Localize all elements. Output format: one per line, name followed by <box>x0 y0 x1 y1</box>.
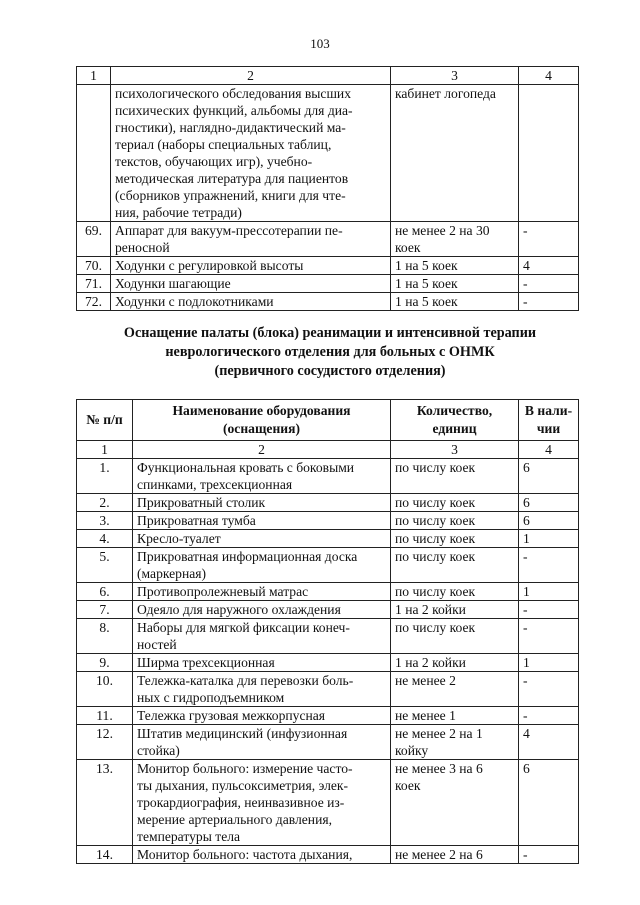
section-title-line: (первичного сосудистого отделения) <box>214 363 446 379</box>
availability: - <box>519 293 579 311</box>
table-row <box>77 619 579 654</box>
row-number: 71. <box>77 275 111 293</box>
availability: 4 <box>519 725 579 760</box>
equipment-name-line: Монитор больного: измерение часто- <box>137 761 353 776</box>
quantity <box>391 654 519 672</box>
continued-equipment-table <box>76 66 579 311</box>
quantity-line: койку <box>395 743 429 758</box>
equipment-name-line: спинками, трехсекционная <box>137 477 293 492</box>
row-number: 11. <box>77 707 133 725</box>
quantity <box>391 725 519 760</box>
equipment-name-line: (сборников упражнений, книги для чте- <box>115 188 346 203</box>
section-title-line: Оснащение палаты (блока) реанимации и интенсивной терапии <box>123 325 537 341</box>
equipment-name-line: Противопролежневый матрас <box>137 584 309 599</box>
quantity-line: по числу коек <box>395 620 476 635</box>
equipment-name-line: Функциональная кровать с боковыми <box>137 460 355 475</box>
table-row <box>77 760 579 846</box>
table-row <box>77 459 579 494</box>
row-number: 70. <box>77 257 111 275</box>
quantity <box>391 512 519 530</box>
quantity <box>391 583 519 601</box>
availability: - <box>519 275 579 293</box>
availability: - <box>519 222 579 257</box>
table-row <box>77 530 579 548</box>
equipment-name-line: мерение артериального давления, <box>137 812 332 827</box>
index-row <box>77 441 579 459</box>
quantity-line: по числу коек <box>395 549 476 564</box>
quantity-line: не менее 1 <box>395 708 456 723</box>
row-number: 69. <box>77 222 111 257</box>
equipment-name-line: ных с гидроподъемником <box>137 690 285 705</box>
quantity-line: не менее 2 на 1 <box>395 726 483 741</box>
equipment-name-line: Наборы для мягкой фиксации конеч- <box>137 620 350 635</box>
header-qty: Количество, единиц <box>391 400 519 441</box>
equipment-name-line: ния, рабочие тетради) <box>115 205 242 220</box>
section-title <box>100 324 560 381</box>
equipment-name-line: ты дыхания, пульсоксиметрия, элек- <box>137 778 349 793</box>
table-row <box>77 846 579 864</box>
equipment-name <box>111 275 391 293</box>
quantity-line: по числу коек <box>395 531 476 546</box>
equipment-name-line: Ширма трехсекционная <box>137 655 275 670</box>
row-number: 5. <box>77 548 133 583</box>
equipment-name <box>111 293 391 311</box>
availability: - <box>519 672 579 707</box>
equipment-name-line: реносной <box>115 240 170 255</box>
icu-equipment-table <box>76 399 579 864</box>
equipment-name-line: трокардиография, неинвазивное из- <box>137 795 345 810</box>
equipment-name-line: Прикроватная информационная доска <box>137 549 358 564</box>
availability: - <box>519 707 579 725</box>
quantity-line: 1 на 2 койки <box>395 655 466 670</box>
equipment-name-line: Штатив медицинский (инфузионная <box>137 726 348 741</box>
row-number: 13. <box>77 760 133 846</box>
equipment-name-line: териал (наборы специальных таблиц, <box>115 137 332 152</box>
quantity-line: по числу коек <box>395 460 476 475</box>
quantity: кабинет логопеда <box>391 85 519 222</box>
availability: 6 <box>519 494 579 512</box>
availability: 1 <box>519 583 579 601</box>
equipment-name-line: стойка) <box>137 743 180 758</box>
equipment-name-line: Прикроватная тумба <box>137 513 256 528</box>
row-number: 7. <box>77 601 133 619</box>
table-row <box>77 512 579 530</box>
row-number <box>77 85 111 222</box>
quantity-line: не менее 3 на 6 <box>395 761 483 776</box>
row-number: 9. <box>77 654 133 672</box>
equipment-name <box>133 530 391 548</box>
equipment-name <box>133 725 391 760</box>
quantity <box>391 494 519 512</box>
quantity <box>391 459 519 494</box>
equipment-name-line: ностей <box>137 637 177 652</box>
availability: - <box>519 601 579 619</box>
quantity: 1 на 5 коек <box>391 275 519 293</box>
table-row <box>77 275 579 293</box>
equipment-name <box>133 548 391 583</box>
availability: 6 <box>519 512 579 530</box>
row-number: 2. <box>77 494 133 512</box>
availability: 4 <box>519 257 579 275</box>
equipment-name-line: (маркерная) <box>137 566 207 581</box>
equipment-name <box>133 583 391 601</box>
table-row <box>77 707 579 725</box>
index-cell: 1 <box>77 441 133 459</box>
equipment-name-line: Монитор больного: частота дыхания, <box>137 847 353 862</box>
equipment-name <box>133 760 391 846</box>
table-row <box>77 85 579 222</box>
row-number: 12. <box>77 725 133 760</box>
index-row <box>77 67 579 85</box>
equipment-name-line: гностики), наглядно-дидактический ма- <box>115 120 346 135</box>
availability <box>519 85 579 222</box>
equipment-name <box>133 512 391 530</box>
page-number: 103 <box>310 36 330 51</box>
availability: - <box>519 548 579 583</box>
quantity-line: не менее 2 на 6 <box>395 847 483 862</box>
quantity-line: коек <box>395 778 421 793</box>
quantity-line: по числу коек <box>395 584 476 599</box>
quantity <box>391 672 519 707</box>
quantity-line: по числу коек <box>395 513 476 528</box>
equipment-name-line: Одеяло для наружного охлаждения <box>137 602 341 617</box>
equipment-name <box>111 222 391 257</box>
equipment-name-line: Прикроватный столик <box>137 495 266 510</box>
equipment-name-line: Ходунки с регулировкой высоты <box>115 258 304 273</box>
table-row <box>77 654 579 672</box>
quantity <box>391 846 519 864</box>
row-number: 10. <box>77 672 133 707</box>
quantity <box>391 707 519 725</box>
equipment-name <box>133 619 391 654</box>
equipment-name-line: Кресло-туалет <box>137 531 221 546</box>
row-number: 1. <box>77 459 133 494</box>
availability: 6 <box>519 760 579 846</box>
equipment-name-line: текстов, обучающих игр), учебно- <box>115 154 313 169</box>
equipment-name-line: Тележка грузовая межкорпусная <box>137 708 326 723</box>
header-avail: В нали- чии <box>519 400 579 441</box>
table-row <box>77 725 579 760</box>
quantity <box>391 530 519 548</box>
table-row <box>77 222 579 257</box>
index-cell: 3 <box>391 67 519 85</box>
equipment-name <box>133 459 391 494</box>
equipment-name <box>133 654 391 672</box>
quantity-line: по числу коек <box>395 495 476 510</box>
table-row <box>77 548 579 583</box>
table-row <box>77 583 579 601</box>
row-number: 72. <box>77 293 111 311</box>
quantity: 1 на 5 коек <box>391 293 519 311</box>
equipment-name-line: Ходунки с подлокотниками <box>115 294 274 309</box>
quantity: 1 на 5 коек <box>391 257 519 275</box>
equipment-name <box>111 85 391 222</box>
equipment-name <box>111 257 391 275</box>
equipment-name-line: Тележка-каталка для перевозки боль- <box>137 673 354 688</box>
index-cell: 3 <box>391 441 519 459</box>
quantity: не менее 2 на 30 коек <box>391 222 519 257</box>
quantity-line: не менее 2 <box>395 673 456 688</box>
equipment-name <box>133 494 391 512</box>
table-row <box>77 293 579 311</box>
equipment-name-line: методическая литература для пациентов <box>115 171 349 186</box>
index-cell: 1 <box>77 67 111 85</box>
quantity <box>391 548 519 583</box>
equipment-name-line: температуры тела <box>137 829 241 844</box>
table-row <box>77 601 579 619</box>
table-header-row <box>77 400 579 441</box>
index-cell: 2 <box>111 67 391 85</box>
quantity <box>391 601 519 619</box>
availability: 6 <box>519 459 579 494</box>
row-number: 3. <box>77 512 133 530</box>
availability: 1 <box>519 654 579 672</box>
header-num: № п/п <box>77 400 133 441</box>
equipment-name-line: психологического обследования высших <box>115 86 351 101</box>
availability: - <box>519 619 579 654</box>
equipment-name-line: психических функций, альбомы для диа- <box>115 103 353 118</box>
equipment-name-line: Ходунки шагающие <box>115 276 231 291</box>
row-number: 6. <box>77 583 133 601</box>
availability: 1 <box>519 530 579 548</box>
index-cell: 4 <box>519 441 579 459</box>
index-cell: 2 <box>133 441 391 459</box>
row-number: 8. <box>77 619 133 654</box>
section-title-line: неврологического отделения для больных с ОНМК <box>165 344 495 360</box>
row-number: 4. <box>77 530 133 548</box>
equipment-name <box>133 846 391 864</box>
quantity-line: 1 на 2 койки <box>395 602 466 617</box>
equipment-name <box>133 601 391 619</box>
table-row <box>77 672 579 707</box>
table-row <box>77 494 579 512</box>
index-cell: 4 <box>519 67 579 85</box>
equipment-name <box>133 707 391 725</box>
row-number: 14. <box>77 846 133 864</box>
equipment-name <box>133 672 391 707</box>
quantity <box>391 619 519 654</box>
availability: - <box>519 846 579 864</box>
table-row <box>77 257 579 275</box>
header-name: Наименование оборудования (оснащения) <box>133 400 391 441</box>
quantity <box>391 760 519 846</box>
equipment-name-line: Аппарат для вакуум-прессотерапии пе- <box>115 223 343 238</box>
